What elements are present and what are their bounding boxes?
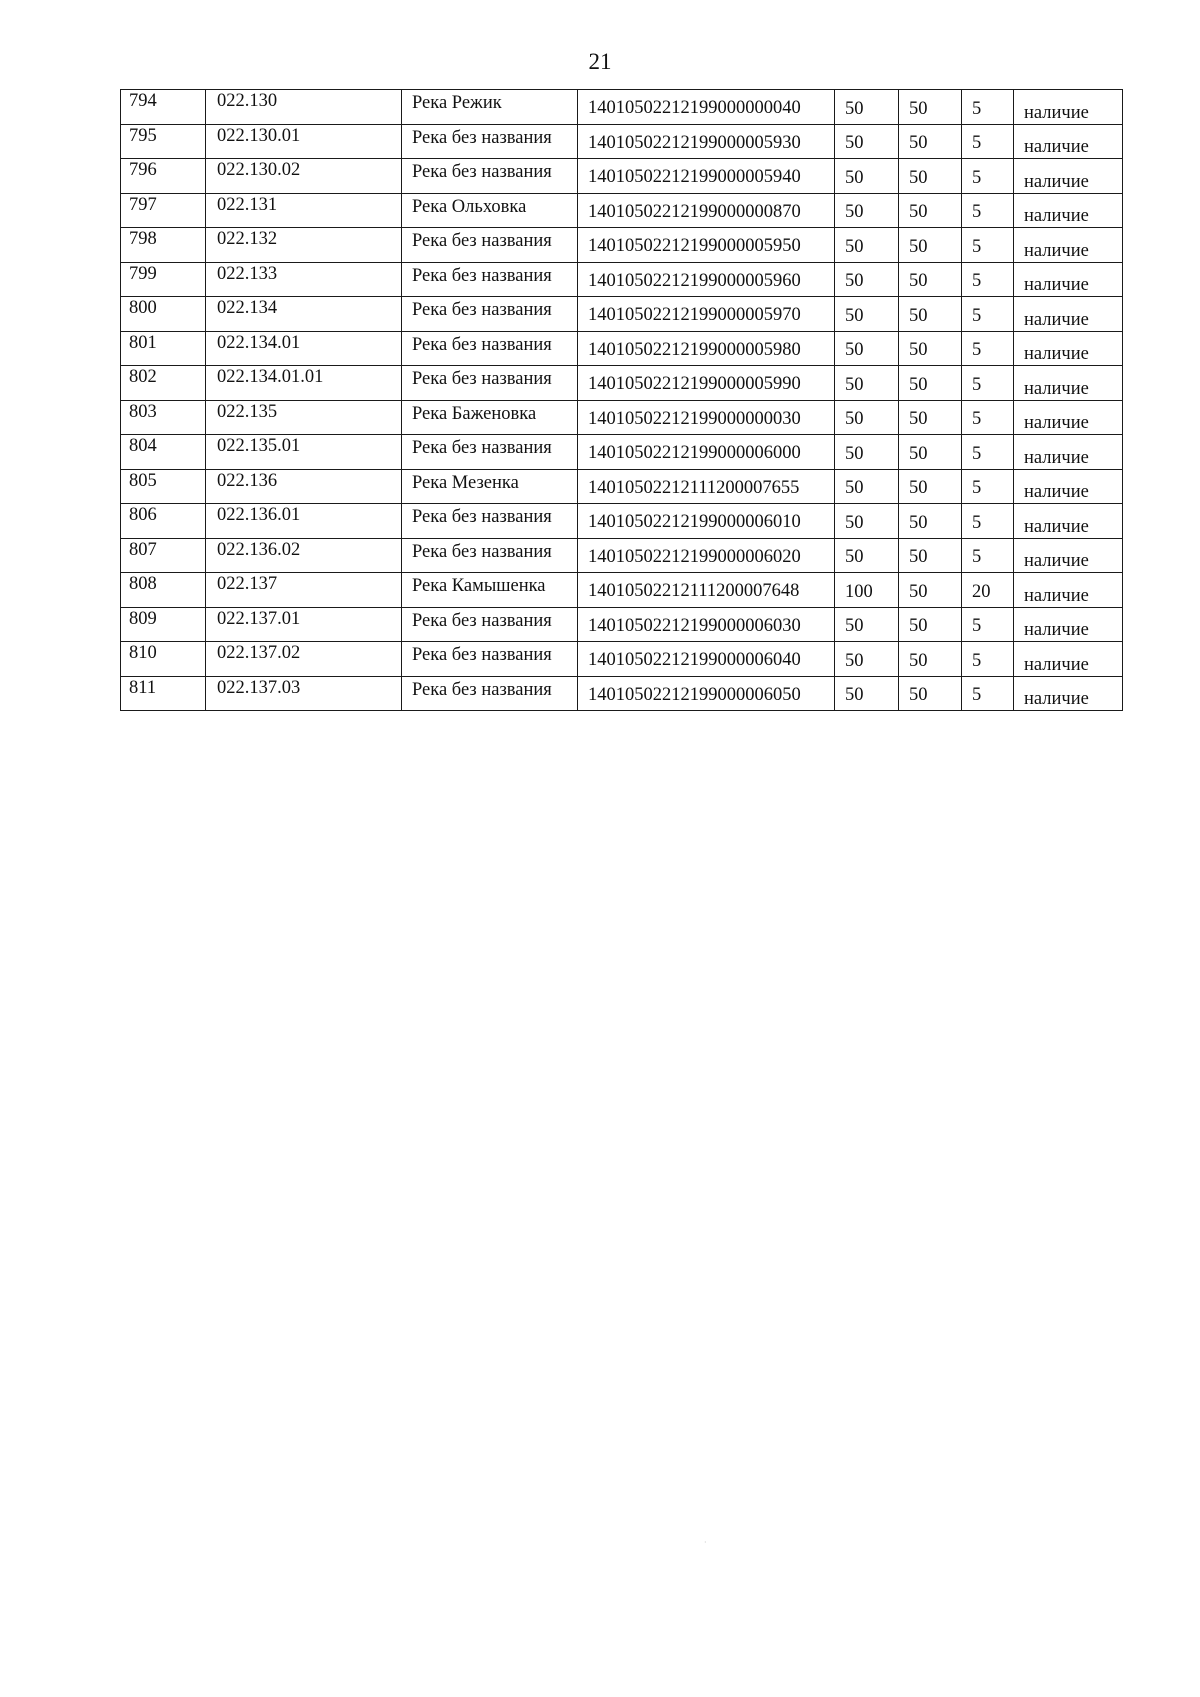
value-3-cell: 5	[962, 642, 1014, 677]
row-number-cell: 807	[121, 538, 206, 573]
row-number-cell: 794	[121, 90, 206, 125]
row-number-cell: 809	[121, 607, 206, 642]
water-objects-table	[120, 89, 1123, 711]
object-code-cell: 022.137.01	[206, 607, 402, 642]
value-1-cell: 50	[835, 90, 899, 125]
river-name-cell: Река без названия	[402, 124, 578, 159]
registry-code-cell: 14010502212199000005980	[578, 331, 835, 366]
value-3-cell: 5	[962, 469, 1014, 504]
river-name-cell: Река Режик	[402, 90, 578, 125]
table-row	[121, 469, 1123, 504]
value-1-cell: 50	[835, 366, 899, 401]
value-2-cell: 50	[899, 90, 962, 125]
value-3-cell: 5	[962, 366, 1014, 401]
row-number-cell: 800	[121, 297, 206, 332]
river-name-cell: Река Мезенка	[402, 469, 578, 504]
row-number-cell: 806	[121, 504, 206, 539]
value-2-cell: 50	[899, 504, 962, 539]
value-2-cell: 50	[899, 193, 962, 228]
status-cell: наличие	[1014, 297, 1123, 332]
object-code-cell: 022.130.01	[206, 124, 402, 159]
row-number-cell: 811	[121, 676, 206, 711]
object-code-cell: 022.130	[206, 90, 402, 125]
status-cell: наличие	[1014, 159, 1123, 194]
table-row	[121, 90, 1123, 125]
value-3-cell: 5	[962, 193, 1014, 228]
value-2-cell: 50	[899, 366, 962, 401]
status-cell: наличие	[1014, 642, 1123, 677]
value-1-cell: 50	[835, 331, 899, 366]
registry-code-cell: 14010502212199000005930	[578, 124, 835, 159]
row-number-cell: 796	[121, 159, 206, 194]
status-cell: наличие	[1014, 573, 1123, 608]
row-number-cell: 804	[121, 435, 206, 470]
object-code-cell: 022.137.03	[206, 676, 402, 711]
object-code-cell: 022.132	[206, 228, 402, 263]
value-1-cell: 50	[835, 400, 899, 435]
status-cell: наличие	[1014, 193, 1123, 228]
registry-code-cell: 14010502212199000005960	[578, 262, 835, 297]
object-code-cell: 022.133	[206, 262, 402, 297]
value-3-cell: 5	[962, 400, 1014, 435]
status-cell: наличие	[1014, 124, 1123, 159]
river-name-cell: Река без названия	[402, 331, 578, 366]
value-1-cell: 50	[835, 297, 899, 332]
value-3-cell: 5	[962, 297, 1014, 332]
river-name-cell: Река Ольховка	[402, 193, 578, 228]
registry-code-cell: 14010502212199000005990	[578, 366, 835, 401]
value-3-cell: 20	[962, 573, 1014, 608]
object-code-cell: 022.137.02	[206, 642, 402, 677]
value-1-cell: 50	[835, 228, 899, 263]
object-code-cell: 022.134.01.01	[206, 366, 402, 401]
value-3-cell: 5	[962, 676, 1014, 711]
object-code-cell: 022.137	[206, 573, 402, 608]
status-cell: наличие	[1014, 435, 1123, 470]
registry-code-cell: 14010502212199000000030	[578, 400, 835, 435]
object-code-cell: 022.131	[206, 193, 402, 228]
value-2-cell: 50	[899, 469, 962, 504]
table-row	[121, 504, 1123, 539]
table-row	[121, 573, 1123, 608]
value-2-cell: 50	[899, 573, 962, 608]
status-cell: наличие	[1014, 262, 1123, 297]
registry-code-cell: 14010502212199000006040	[578, 642, 835, 677]
status-cell: наличие	[1014, 676, 1123, 711]
object-code-cell: 022.136.02	[206, 538, 402, 573]
value-1-cell: 50	[835, 642, 899, 677]
registry-code-cell: 14010502212111200007655	[578, 469, 835, 504]
value-2-cell: 50	[899, 676, 962, 711]
row-number-cell: 798	[121, 228, 206, 263]
river-name-cell: Река без названия	[402, 607, 578, 642]
value-3-cell: 5	[962, 607, 1014, 642]
object-code-cell: 022.135.01	[206, 435, 402, 470]
row-number-cell: 797	[121, 193, 206, 228]
table-row	[121, 435, 1123, 470]
value-3-cell: 5	[962, 124, 1014, 159]
row-number-cell: 808	[121, 573, 206, 608]
value-3-cell: 5	[962, 159, 1014, 194]
row-number-cell: 803	[121, 400, 206, 435]
object-code-cell: 022.135	[206, 400, 402, 435]
row-number-cell: 810	[121, 642, 206, 677]
row-number-cell: 805	[121, 469, 206, 504]
table-row	[121, 228, 1123, 263]
river-name-cell: Река без названия	[402, 159, 578, 194]
table-row	[121, 538, 1123, 573]
table-row	[121, 607, 1123, 642]
object-code-cell: 022.136.01	[206, 504, 402, 539]
value-2-cell: 50	[899, 262, 962, 297]
status-cell: наличие	[1014, 504, 1123, 539]
value-2-cell: 50	[899, 228, 962, 263]
object-code-cell: 022.136	[206, 469, 402, 504]
registry-code-cell: 14010502212199000006030	[578, 607, 835, 642]
value-1-cell: 50	[835, 676, 899, 711]
value-2-cell: 50	[899, 124, 962, 159]
value-1-cell: 50	[835, 193, 899, 228]
value-1-cell: 50	[835, 262, 899, 297]
river-name-cell: Река без названия	[402, 676, 578, 711]
value-1-cell: 50	[835, 124, 899, 159]
registry-code-cell: 14010502212199000006020	[578, 538, 835, 573]
row-number-cell: 799	[121, 262, 206, 297]
value-1-cell: 50	[835, 504, 899, 539]
river-name-cell: Река без названия	[402, 297, 578, 332]
river-name-cell: Река без названия	[402, 538, 578, 573]
table-row	[121, 124, 1123, 159]
value-2-cell: 50	[899, 435, 962, 470]
river-name-cell: Река Баженовка	[402, 400, 578, 435]
table-row	[121, 159, 1123, 194]
value-3-cell: 5	[962, 331, 1014, 366]
river-name-cell: Река без названия	[402, 435, 578, 470]
value-3-cell: 5	[962, 262, 1014, 297]
value-2-cell: 50	[899, 159, 962, 194]
registry-code-cell: 14010502212199000000870	[578, 193, 835, 228]
table-row	[121, 642, 1123, 677]
river-name-cell: Река без названия	[402, 228, 578, 263]
scan-dot-mark: ·	[704, 1538, 707, 1547]
registry-code-cell: 14010502212199000006050	[578, 676, 835, 711]
registry-code-cell: 14010502212199000006000	[578, 435, 835, 470]
value-1-cell: 100	[835, 573, 899, 608]
value-3-cell: 5	[962, 90, 1014, 125]
value-2-cell: 50	[899, 331, 962, 366]
value-3-cell: 5	[962, 228, 1014, 263]
table-body	[121, 90, 1123, 711]
row-number-cell: 801	[121, 331, 206, 366]
table-row	[121, 297, 1123, 332]
value-2-cell: 50	[899, 538, 962, 573]
object-code-cell: 022.134	[206, 297, 402, 332]
value-2-cell: 50	[899, 642, 962, 677]
river-name-cell: Река без названия	[402, 642, 578, 677]
value-1-cell: 50	[835, 469, 899, 504]
registry-code-cell: 14010502212111200007648	[578, 573, 835, 608]
value-2-cell: 50	[899, 607, 962, 642]
status-cell: наличие	[1014, 366, 1123, 401]
value-3-cell: 5	[962, 435, 1014, 470]
object-code-cell: 022.130.02	[206, 159, 402, 194]
table-row	[121, 676, 1123, 711]
registry-code-cell: 14010502212199000005950	[578, 228, 835, 263]
river-name-cell: Река без названия	[402, 262, 578, 297]
value-2-cell: 50	[899, 297, 962, 332]
value-1-cell: 50	[835, 159, 899, 194]
value-3-cell: 5	[962, 538, 1014, 573]
table-row	[121, 400, 1123, 435]
status-cell: наличие	[1014, 90, 1123, 125]
value-1-cell: 50	[835, 538, 899, 573]
table-row	[121, 366, 1123, 401]
status-cell: наличие	[1014, 331, 1123, 366]
registry-code-cell: 14010502212199000006010	[578, 504, 835, 539]
registry-code-cell: 14010502212199000005940	[578, 159, 835, 194]
status-cell: наличие	[1014, 538, 1123, 573]
status-cell: наличие	[1014, 469, 1123, 504]
table-row	[121, 193, 1123, 228]
value-3-cell: 5	[962, 504, 1014, 539]
row-number-cell: 802	[121, 366, 206, 401]
river-name-cell: Река без названия	[402, 504, 578, 539]
page-number: 21	[588, 49, 612, 74]
row-number-cell: 795	[121, 124, 206, 159]
status-cell: наличие	[1014, 400, 1123, 435]
table-row	[121, 331, 1123, 366]
registry-code-cell: 14010502212199000005970	[578, 297, 835, 332]
river-name-cell: Река Камышенка	[402, 573, 578, 608]
value-2-cell: 50	[899, 400, 962, 435]
status-cell: наличие	[1014, 228, 1123, 263]
status-cell: наличие	[1014, 607, 1123, 642]
table-row	[121, 262, 1123, 297]
value-1-cell: 50	[835, 435, 899, 470]
river-name-cell: Река без названия	[402, 366, 578, 401]
registry-code-cell: 14010502212199000000040	[578, 90, 835, 125]
value-1-cell: 50	[835, 607, 899, 642]
object-code-cell: 022.134.01	[206, 331, 402, 366]
